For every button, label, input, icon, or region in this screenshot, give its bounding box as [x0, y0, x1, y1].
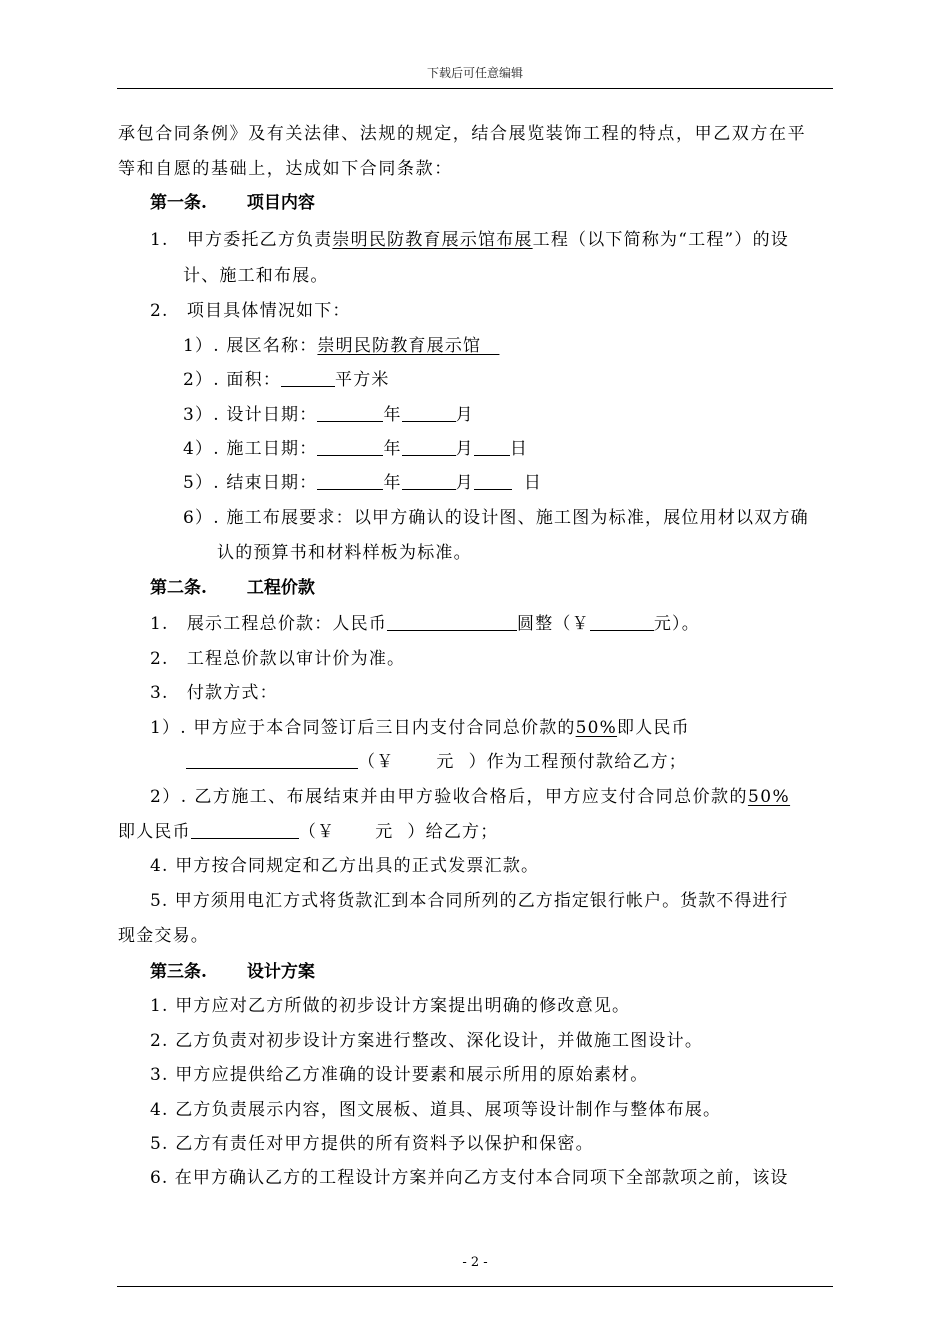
layout-requirements-line-2: 认的预算书和材料样板为标准。 [217, 543, 472, 563]
payment-2-yuan: 元 [375, 822, 394, 842]
payment-1-suffix: 即人民币 [617, 718, 690, 738]
area-unit: 平方米 [335, 370, 390, 390]
construction-day-blank [474, 438, 510, 456]
project-name-underlined: 崇明民防教育展示馆布展 [332, 230, 533, 250]
header-note: 下载后可任意编辑 [426, 66, 523, 80]
payment-1-line-1 [150, 717, 690, 739]
footer-rule [117, 1286, 833, 1287]
payment-1-prefix: 1）. 甲方应于本合同签订后三日内支付合同总价款的 [150, 718, 576, 738]
layout-requirements-line-1: 6）. 施工布展要求：以甲方确认的设计图、施工图为标准，展位用材以双方确 [183, 508, 809, 528]
area-row [183, 369, 390, 391]
article-1-heading [150, 192, 315, 214]
art3-item-4: 4. 乙方负责展示内容，图文展板、道具、展项等设计制作与整体布展。 [150, 1100, 722, 1120]
art3-item-1: 1. 甲方应对乙方所做的初步设计方案提出明确的修改意见。 [150, 996, 631, 1016]
day-label: 日 [509, 439, 529, 459]
payment-2-yen: （￥ [298, 822, 336, 842]
design-date-label: 3）. 设计日期： [183, 405, 318, 425]
payment-1-post: ）作为工程预付款给乙方； [468, 752, 688, 772]
design-date-row [183, 404, 474, 426]
page-number: - 2 - [462, 1255, 488, 1270]
article-2-number: 第二条. [150, 578, 207, 598]
end-month-blank [402, 472, 456, 490]
article-1-number: 第一条. [150, 193, 207, 213]
end-date-row [183, 472, 542, 494]
art1-item-1-suffix: 工程（以下简称为“工程”）的设 [532, 230, 790, 250]
payment-2-line-1 [150, 786, 790, 808]
art3-item-5: 5. 乙方有责任对甲方提供的所有资料予以保护和保密。 [150, 1134, 594, 1154]
payment-1-yen: （￥ [358, 752, 395, 772]
year-label: 年 [383, 405, 402, 425]
art2-item-3: 3. 付款方式： [150, 683, 278, 703]
year-label: 年 [383, 473, 402, 493]
article-3-heading [150, 961, 315, 983]
article-1-title: 项目内容 [246, 193, 315, 213]
total-price-label: 1. 展示工程总价款：人民币 [150, 614, 388, 634]
total-price-yen-blank [590, 613, 654, 631]
construction-date-row [183, 438, 528, 460]
payment-1-yuan: 元 [436, 752, 455, 772]
art3-item-2: 2. 乙方负责对初步设计方案进行整改、深化设计，并做施工图设计。 [150, 1031, 704, 1051]
total-price-row [150, 613, 700, 635]
intro-line-1: 承包合同条例》及有关法律、法规的规定，结合展览装饰工程的特点，甲乙双方在平 [118, 124, 807, 144]
construction-date-label: 4）. 施工日期： [183, 439, 318, 459]
payment-2-post: ）给乙方； [407, 822, 499, 842]
payment-2-rmb-blank [191, 821, 299, 839]
art1-item-1-line-2: 计、施工和布展。 [183, 266, 329, 286]
day-label: 日 [523, 473, 543, 493]
payment-2-prefix: 2）. 乙方施工、布展结束并由甲方验收合格后，甲方应支付合同总价款的 [150, 787, 748, 807]
article-3-title: 设计方案 [246, 962, 315, 982]
payment-2-percent: 50% [747, 787, 791, 807]
total-price-suffix: 元）。 [653, 614, 700, 634]
end-day-blank [474, 472, 512, 490]
payment-1-line-2 [186, 751, 687, 773]
article-2-title: 工程价款 [246, 578, 315, 598]
payment-2-rmb-label: 即人民币 [118, 822, 191, 842]
payment-1-rmb-blank [186, 751, 358, 769]
total-price-mid: 圆整（￥ [517, 614, 590, 634]
art1-item-2: 2. 项目具体情况如下： [150, 301, 351, 321]
end-year-blank [317, 472, 383, 490]
art3-item-3: 3. 甲方应提供给乙方准确的设计要素和展示所用的原始素材。 [150, 1065, 649, 1085]
area-label: 2）. 面积： [183, 370, 282, 390]
month-label: 月 [455, 473, 474, 493]
art3-item-6: 6. 在甲方确认乙方的工程设计方案并向乙方支付本合同项下全部款项之前，该设 [150, 1168, 789, 1188]
art2-item-2: 2. 工程总价款以审计价为准。 [150, 649, 406, 669]
construction-year-blank [317, 438, 383, 456]
area-blank [281, 369, 335, 387]
construction-month-blank [402, 438, 456, 456]
art1-item-1 [150, 229, 789, 251]
article-3-number: 第三条. [150, 962, 207, 982]
exhibit-name-row [183, 335, 499, 357]
article-2-heading [150, 577, 315, 599]
exhibit-name-value: 崇明民防教育展示馆 [317, 336, 500, 356]
intro-line-2: 等和自愿的基础上，达成如下合同条款： [118, 159, 453, 179]
design-month-blank [402, 404, 456, 422]
art1-item-1-prefix: 1. 甲方委托乙方负责 [150, 230, 333, 250]
art2-item-5-line-2: 现金交易。 [118, 926, 209, 946]
payment-2-line-2 [118, 821, 498, 843]
header-rule [117, 88, 833, 89]
month-label: 月 [455, 405, 474, 425]
exhibit-name-label: 1）. 展区名称： [183, 336, 318, 356]
total-price-rmb-blank [387, 613, 517, 631]
payment-1-percent: 50% [575, 718, 618, 738]
year-label: 年 [383, 439, 402, 459]
art2-item-5-line-1: 5. 甲方须用电汇方式将货款汇到本合同所列的乙方指定银行帐户。货款不得进行 [150, 891, 789, 911]
end-date-label: 5）. 结束日期： [183, 473, 318, 493]
month-label: 月 [455, 439, 474, 459]
design-year-blank [317, 404, 383, 422]
art2-item-4: 4. 甲方按合同规定和乙方出具的正式发票汇款。 [150, 856, 540, 876]
